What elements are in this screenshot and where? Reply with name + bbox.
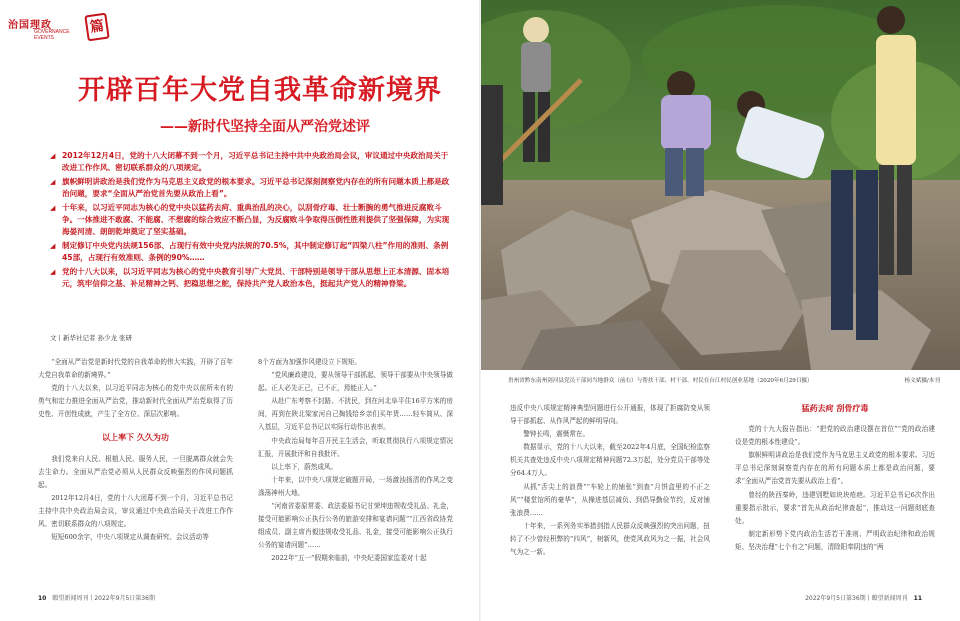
body-paragraph: 2022年“五一”假期来临前，中央纪委国家监委对十起 (271, 554, 427, 563)
lead-item-text: 党的十八大以来，以习近平同志为核心的党中央教育引导广大党员、干部特别是领导干部从思想上正本清源、固本培元，筑牢信仰之基、补足精神之钙、把稳思想之舵，保持共产党人政治本色，挺起共产党人的精神脊梁。 (62, 266, 450, 289)
body-paragraph: 曾经的陕西秦岭，违建别墅如块块疮疤。习近平总书记6次作出重要指示批示，要求“首先从政治纪律查起”，推动这一问题彻底查处。 (735, 490, 935, 525)
article-title: 开辟百年大党自我革命新境界 (78, 75, 442, 106)
body-paragraph: 8个方面为加强作风建设立下规矩。 (258, 358, 362, 366)
body-paragraph: “全面从严治党是新时代党的自我革命的伟大实践，开辟了百年大党自我革命的新境界。” (38, 358, 233, 380)
lead-item-text: 十年来，以习近平同志为核心的党中央以猛药去疴、重典治乱的决心，以刮骨疗毒、壮士断腕的勇气推进反腐败斗争。一体推进不敢腐、不能腐、不想腐的综合效应不断凸显，为反腐败斗争取得压倒性胜利提供了坚强保障，为实现海晏河清、朗朗乾坤奠定了坚实基础。 (62, 202, 450, 237)
body-paragraph: 党的十九大报告指出：“把党的政治建设摆在首位”“党的政治建设是党的根本性建设”。 (735, 425, 935, 447)
lead-item (50, 202, 450, 239)
body-paragraph: 十年来，以中央八项规定破题开局，一场激浊扬清的作风之变涤荡神州大地。 (258, 475, 453, 497)
body-paragraph: 2012年12月4日，党的十八大闭幕不到一个月，习近平总书记主持中共中央政治局会议，审议通过中央政治局关于改进工作作风、密切联系群众的八项规定。 (38, 493, 233, 529)
triangle-bullet-icon: ◢ (50, 241, 56, 250)
body-paragraph: 数据显示，党的十八大以来，截至2022年4月底，全国纪检监察机关共查处违反中央八项规定精神问题72.3万起，处分党员干部等处分64.4万人。 (510, 443, 710, 478)
body-paragraph: 以上率下，蔚然成风。 (271, 462, 338, 471)
body-paragraph: 党的十八大以来，以习近平同志为核心的党中央以前所未有的勇气和定力推进全面从严治党，推动新时代全面从严治党取得了历史性、开创性成就，产生了全方位、深层次影响。 (38, 384, 233, 419)
body-column-2 (258, 356, 453, 566)
triangle-bullet-icon: ◢ (50, 177, 56, 186)
section-name-en: GOVERNANCE EVENTS (34, 29, 70, 41)
photo-illustration (481, 0, 960, 370)
caption-text: 贵州省黔东南州剑河县党员干部同当地群众（前右）与帮扶干部、村干部、村民在台江村民创业基地（2020年6月29日摄） (508, 378, 813, 384)
body-column-1 (38, 356, 233, 544)
triangle-bullet-icon: ◢ (50, 203, 56, 212)
body-paragraph: 从抓“舌尖上的浪费”“车轮上的铺张”到查“月饼盒里的不正之风”“楼堂馆所的豪华”，从操进基层减负、到倡导勤俭节约，反对铺张浪费…… (510, 482, 710, 517)
body-paragraph: 警钟长鸣，震慑常在。 (523, 430, 590, 439)
body-paragraph: 十年来，一系列务实举措剑指人民群众反映强烈的突出问题，扭转了不少曾经积弊的“四风”，树新风，使党风政风为之一振，社会风气为之一新。 (510, 521, 710, 557)
body-column-3 (510, 402, 710, 559)
body-paragraph: 中央政治局每年召开民主生活会，听取贯彻执行八项规定情况汇报，开展批评和自我批评。 (258, 436, 453, 458)
triangle-bullet-icon: ◢ (50, 267, 56, 276)
body-paragraph: 短短600余字，中央八项规定从调查研究、会议活动等 (51, 533, 209, 542)
body-paragraph: 制定新形势下党内政治生活若干准则、严明政治纪律和政治规矩、坚决治理“七个有之”问题，清除阳奉阴违的“两 (735, 529, 935, 551)
page-footer-right (805, 593, 922, 602)
triangle-bullet-icon: ◢ (50, 152, 56, 160)
lead-item (50, 240, 450, 265)
byline: 文丨新华社记者 孙少龙 张研 (50, 334, 133, 342)
body-paragraph: 我们党来自人民、根植人民、服务人民，一旦脱离群众就会失去生命力。全面从严治党必须从人民群众反映强烈的作风问题抓起。 (38, 454, 233, 489)
lead-item (50, 150, 450, 175)
section-heading: 以上率下 久久为功 (102, 433, 169, 443)
body-paragraph: “党风廉政建设，要从领导干部抓起，领导干部要从中央领导做起。正人必先正己，己不正，焉能正人。” (258, 371, 453, 393)
lead-summary-list (50, 150, 450, 291)
news-photo (481, 0, 960, 370)
body-paragraph: 违反中央八项规定精神典型问题进行公开通报，体现了拒腐防变从领导干部抓起、从作风严起的鲜明导向。 (510, 404, 710, 426)
lead-item (50, 176, 450, 201)
section-name: 治国理政 (8, 20, 52, 31)
page-number: 11 (913, 595, 922, 602)
photo-caption (508, 376, 948, 384)
lead-item-text: 2012年12月4日，党的十八大闭幕不到一个月，习近平总书记主持中共中央政治局会议，审议通过中央政治局关于改进工作作风、密切联系群众的八项规定。 (62, 151, 449, 173)
body-column-4 (735, 402, 935, 554)
body-paragraph: 从赴广东考察不封路、不扰民，到在河北阜平住16平方米的房间，再到在陕北梁家河自己掏钱给乡亲们买年货……轻车简从、深入基层，习近平总书记以实际行动作出表率。 (258, 397, 453, 432)
page-footer-left (38, 593, 155, 602)
section-heading: 猛药去疴 刮骨疗毒 (801, 404, 869, 413)
article-subtitle: ——新时代坚持全面从严治党述评 (160, 119, 370, 135)
body-paragraph: “河南省委原常委、政法委原书记甘荣坤违规收受礼品、礼金，接受可能影响公正执行公务的旅游安排和宴请问题”“江西省政协党组成员、副主席肖毅违规收受礼品、礼金，接受可能影响公正执行公务的宴请问题”…… (258, 502, 453, 550)
lead-item-text: 制定修订中央党内法规156部、占现行有效中央党内法规的70.5%，其中制定修订起“四梁八柱”作用的准则、条例45部，占现行有效准则、条例的90%…… (62, 240, 449, 263)
page-number: 10 (38, 595, 47, 602)
photo-credit: 杨文斌摄/本刊 (904, 378, 940, 384)
lead-item-text: 旗帜鲜明讲政治是我们党作为马克思主义政党的根本要求。习近平总书记深刻洞察党内存在的所有问题本质上都是政治问题，要求“全面从严治党首先要从政治上看”。 (62, 176, 450, 199)
footer-text: 瞭望新闻周刊丨2022年9月5日第36期 (52, 595, 155, 602)
section-seal-logo: 篇 (84, 13, 109, 42)
body-paragraph: 旗帜鲜明讲政治是我们党作为马克思主义政党的根本要求。习近平总书记深刻洞察党内存在的所有问题本质上都是政治问题，要求“全面从严治党首先要从政治上看”。 (735, 451, 935, 486)
section-tag (8, 14, 118, 46)
lead-item (50, 266, 450, 291)
footer-text: 2022年9月5日第36期丨瞭望新闻周刊 (805, 595, 908, 602)
